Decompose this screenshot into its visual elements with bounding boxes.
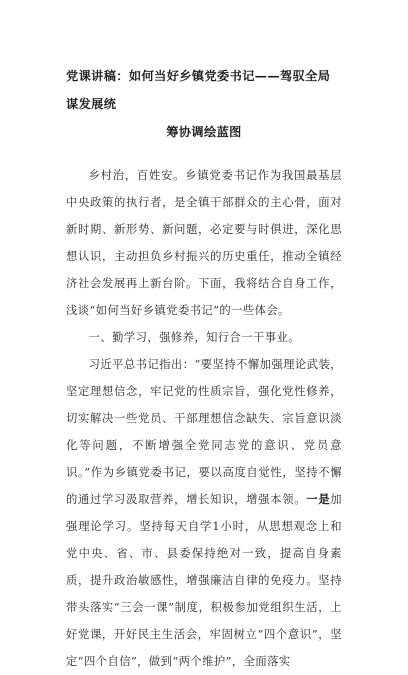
paragraph-study bbox=[66, 351, 342, 675]
paragraph-intro: 乡村治，百姓安。乡镇党委书记作为我国最基层中央政策的执行者，是全镇干部群众的主心骨，面对新时期、新形势、新问题，必定要与时俱进，深化思想认识，主动担负乡村振兴的历史重任，推动全镇经济社会发展再上新台阶。下面，我将结合自身工作，浅谈“如何当好乡镇党委书记”的一些体会。 bbox=[66, 169, 342, 317]
emphasis-first: 一是 bbox=[306, 492, 331, 506]
title-line-1: 党课讲稿：如何当好乡镇党委书记——驾驭全局谋发展统 bbox=[66, 69, 331, 111]
paragraph-study-text-b: 加强理论学习。坚持每天自学1小时，从思想观念上和党中央、省、市、县委保持绝对一致，提高自身素质，提升政治敏感性，增强廉洁自律的免疫力。坚持带头落实“三会一课”制度，积极参加党组织生活，上好党课，开好民主生活会，牢固树立“四个意识”，坚定“四个自信”，做到“两个维护”，全面落实 bbox=[66, 493, 342, 668]
title-line-2: 筹协调绘蓝图 bbox=[166, 125, 242, 139]
section-heading-1: 一、勤学习，强修养，知行合一干事业。 bbox=[88, 331, 301, 344]
paragraph-study-text-a: 习近平总书记指出：“要坚持不懈加强理论武装，坚定理想信念，牢记党的性质宗旨，强化党性修养，切实解决一些党员、干部理想信念缺失、宗旨意识淡化等问题，不断增强全党同志党的意识、党员意识。”作为乡镇党委书记，要以高度自觉性，坚持不懈的通过学习汲取营养，增长知识，增强本领。 bbox=[66, 358, 342, 506]
document-title bbox=[66, 62, 342, 146]
